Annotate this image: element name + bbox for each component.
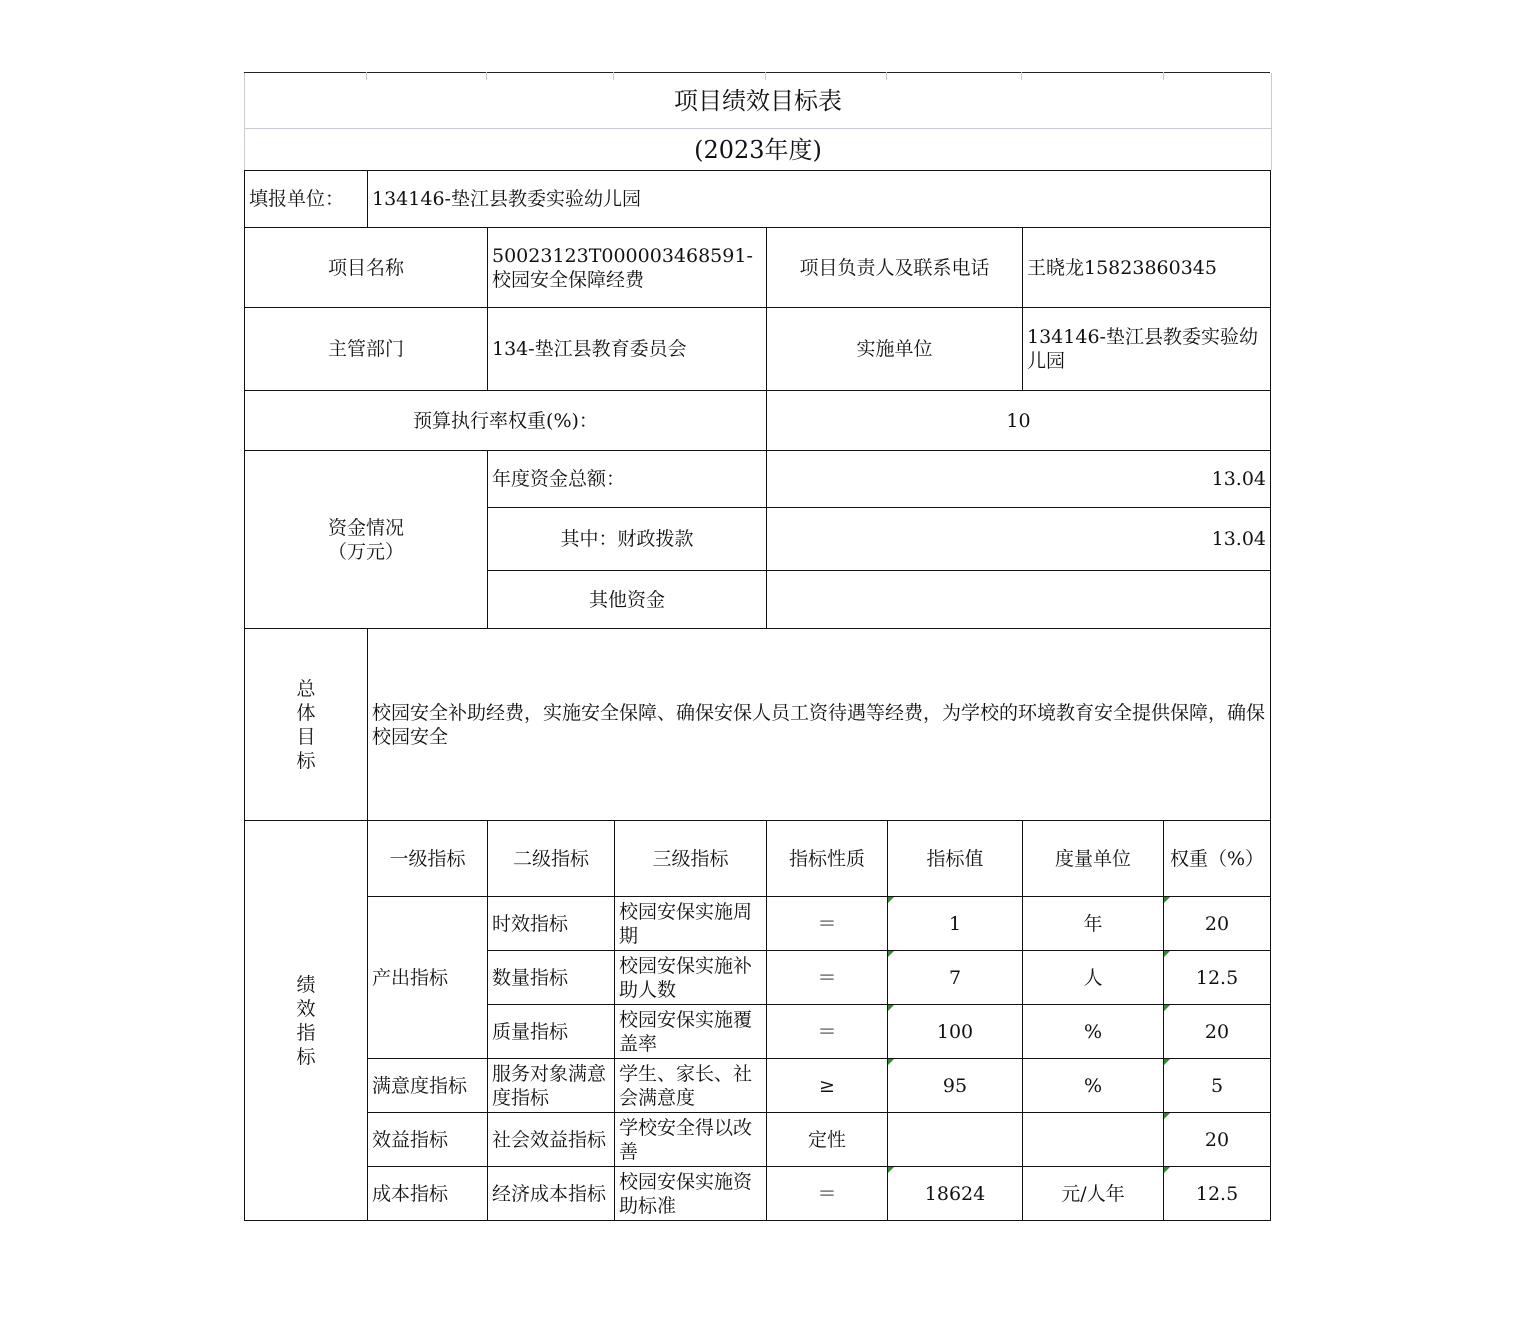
goal-text: 校园安全补助经费，实施安全保障、确保安保人员工资待遇等经费，为学校的环境教育安全提供保障，确保校园安全 — [368, 629, 1271, 821]
row-l2: 质量指标 — [488, 1005, 615, 1059]
header-unit: 度量单位 — [1023, 821, 1164, 897]
row-l2: 社会效益指标 — [488, 1113, 615, 1167]
row-value: 1 — [888, 897, 1023, 951]
row-l1: 满意度指标 — [368, 1059, 488, 1113]
row-unit: 元/人年 — [1023, 1167, 1164, 1221]
budget-weight-label: 预算执行率权重(%)： — [245, 391, 767, 451]
funds-label — [245, 451, 488, 629]
row-l2: 数量指标 — [488, 951, 615, 1005]
funds-label-line1: 资金情况 — [327, 516, 404, 539]
budget-weight-value: 10 — [767, 391, 1271, 451]
leader-label: 项目负责人及联系电话 — [767, 228, 1023, 308]
impl-value: 134146-垫江县教委实验幼儿园 — [1023, 308, 1271, 391]
header-nature: 指标性质 — [767, 821, 888, 897]
row-nature: ≥ — [767, 1059, 888, 1113]
perf-label-char: 标 — [296, 1045, 316, 1068]
page-title: 项目绩效目标表 — [244, 73, 1272, 129]
row-weight: 20 — [1164, 897, 1271, 951]
table-row — [245, 1113, 1271, 1167]
goal-label-char: 总 — [296, 677, 316, 700]
row-l3: 学校安全得以改善 — [615, 1113, 767, 1167]
goal-label — [245, 629, 368, 821]
row-nature: ＝ — [767, 1167, 888, 1221]
perf-label — [245, 821, 368, 1221]
leader-value: 王晓龙15823860345 — [1023, 228, 1271, 308]
project-name-value: 50023123T000003468591-校园安全保障经费 — [488, 228, 767, 308]
report-year: (2023年度) — [244, 129, 1272, 170]
row-unit: 年 — [1023, 897, 1164, 951]
row-l3: 校园安保实施覆盖率 — [615, 1005, 767, 1059]
row-unit: 人 — [1023, 951, 1164, 1005]
dept-label: 主管部门 — [245, 308, 488, 391]
row-nature: ＝ — [767, 1005, 888, 1059]
row-weight: 20 — [1164, 1005, 1271, 1059]
impl-label: 实施单位 — [767, 308, 1023, 391]
row-l2: 时效指标 — [488, 897, 615, 951]
table-row — [245, 897, 1271, 951]
unit-label: 填报单位： — [245, 171, 368, 228]
row-weight: 20 — [1164, 1113, 1271, 1167]
project-name-label: 项目名称 — [245, 228, 488, 308]
row-nature: ＝ — [767, 951, 888, 1005]
goal-label-char: 体 — [296, 701, 316, 724]
unit-value: 134146-垫江县教委实验幼儿园 — [368, 171, 1271, 228]
goal-label-char: 标 — [296, 749, 316, 772]
row-value: 95 — [888, 1059, 1023, 1113]
row-nature: 定性 — [767, 1113, 888, 1167]
row-l1: 成本指标 — [368, 1167, 488, 1221]
row-l2: 服务对象满意度指标 — [488, 1059, 615, 1113]
header-weight: 权重（%） — [1164, 821, 1271, 897]
row-l3: 校园安保实施周期 — [615, 897, 767, 951]
row-weight: 5 — [1164, 1059, 1271, 1113]
row-l3: 学生、家长、社会满意度 — [615, 1059, 767, 1113]
row-l1: 效益指标 — [368, 1113, 488, 1167]
performance-target-table — [244, 170, 1271, 1221]
header-value: 指标值 — [888, 821, 1023, 897]
funds-other-value — [767, 571, 1271, 629]
row-l3: 校园安保实施资助标准 — [615, 1167, 767, 1221]
row-value: 7 — [888, 951, 1023, 1005]
row-nature: ＝ — [767, 897, 888, 951]
funds-other-label: 其他资金 — [488, 571, 767, 629]
header-l2: 二级指标 — [488, 821, 615, 897]
perf-label-char: 效 — [296, 997, 316, 1020]
perf-label-char: 指 — [296, 1021, 316, 1044]
row-unit: % — [1023, 1005, 1164, 1059]
row-value: 100 — [888, 1005, 1023, 1059]
row-weight: 12.5 — [1164, 951, 1271, 1005]
row-unit — [1023, 1113, 1164, 1167]
row-l3: 校园安保实施补助人数 — [615, 951, 767, 1005]
row-l1: 产出指标 — [368, 897, 488, 1059]
funds-total-value: 13.04 — [767, 451, 1271, 508]
funds-label-line2: （万元） — [327, 540, 404, 563]
row-unit: % — [1023, 1059, 1164, 1113]
row-weight: 12.5 — [1164, 1167, 1271, 1221]
row-value: 18624 — [888, 1167, 1023, 1221]
table-row — [245, 1059, 1271, 1113]
header-l1: 一级指标 — [368, 821, 488, 897]
header-l3: 三级指标 — [615, 821, 767, 897]
funds-fiscal-value: 13.04 — [767, 508, 1271, 571]
funds-total-label: 年度资金总额： — [488, 451, 767, 508]
dept-value: 134-垫江县教育委员会 — [488, 308, 767, 391]
funds-fiscal-label: 其中：财政拨款 — [488, 508, 767, 571]
row-l2: 经济成本指标 — [488, 1167, 615, 1221]
row-value — [888, 1113, 1023, 1167]
goal-label-char: 目 — [296, 725, 316, 748]
perf-label-char: 绩 — [296, 973, 316, 996]
table-row — [245, 1167, 1271, 1221]
